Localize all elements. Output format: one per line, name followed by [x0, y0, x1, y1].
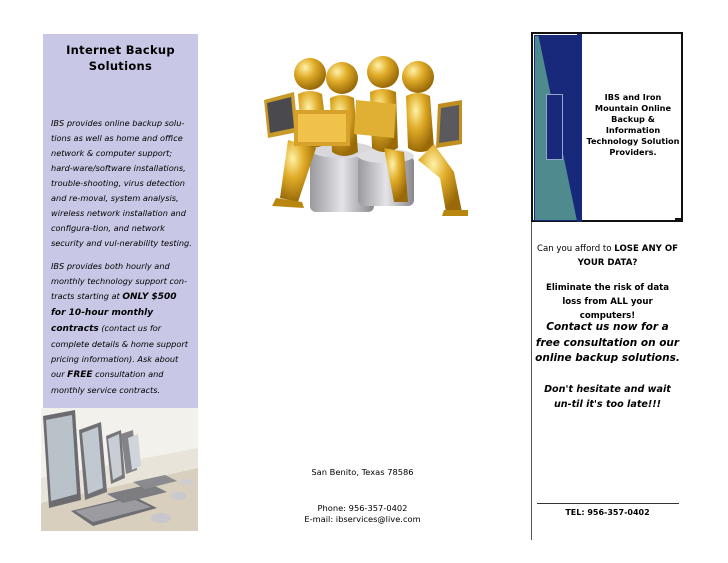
tel-text: TEL: 956-357-0402	[565, 508, 650, 517]
left-info-panel	[43, 34, 198, 408]
pricing-text-a: IBS provides both hourly and monthly technology support con-tracts starting at	[51, 261, 188, 301]
cover-corner-mark	[675, 218, 683, 221]
eliminate-text-a: Eliminate the risk of data loss from	[545, 283, 670, 307]
address-text: San Benito, Texas 78586	[311, 467, 414, 477]
pricing-text-c: consultation and monthly service contracts.	[51, 369, 164, 395]
cover-accent-rect	[546, 94, 563, 160]
cover-divider-band	[577, 34, 582, 222]
tel-divider-line	[537, 503, 679, 504]
free-highlight: FREE	[67, 370, 93, 380]
afford-highlight: LOSE ANY OF YOUR DATA?	[577, 244, 679, 268]
hesitate-text: Don't hesitate and wait un-til it's too late!!!	[544, 384, 671, 410]
cover-panel	[531, 32, 683, 222]
eliminate-risk-text	[535, 281, 680, 323]
afford-text: Can you afford to	[536, 244, 615, 254]
phone-text: Phone: 956-357-0402	[317, 503, 408, 513]
eliminate-text-b: your computers!	[579, 297, 653, 321]
monitor-icon	[43, 410, 81, 508]
email-text: E-mail: ibservices@live.com	[304, 514, 421, 524]
pricing-text-b: (contact us for complete details & home support pricing information). Ask about our	[51, 323, 188, 379]
computer-lab-photo	[41, 408, 198, 531]
panel-divider-line	[531, 222, 532, 540]
cover-title: IBS and Iron Mountain Online Backup & Information Technology Solution Providers.	[586, 92, 680, 157]
pricing-highlight: ONLY $500 for 10-hour monthly contracts	[51, 292, 177, 334]
panel-title: Internet Backup Solutions	[66, 43, 175, 73]
laptop-icon	[264, 92, 298, 138]
afford-question	[535, 242, 680, 270]
services-paragraph: IBS provides online backup solu-tions as well as home and office network & computer support; hard-ware/software installations, trouble-shooting, virus detection and re-moval, system analysis, wireless network installation and configura-tion, and network security and vul-nerability testing.	[51, 118, 192, 248]
gold-figures-illustration	[258, 52, 473, 227]
contact-call-to-action: Contact us now for a free consultation on our online backup solutions.	[535, 321, 680, 364]
eliminate-all: ALL	[610, 297, 628, 307]
pricing-paragraph	[51, 259, 193, 398]
